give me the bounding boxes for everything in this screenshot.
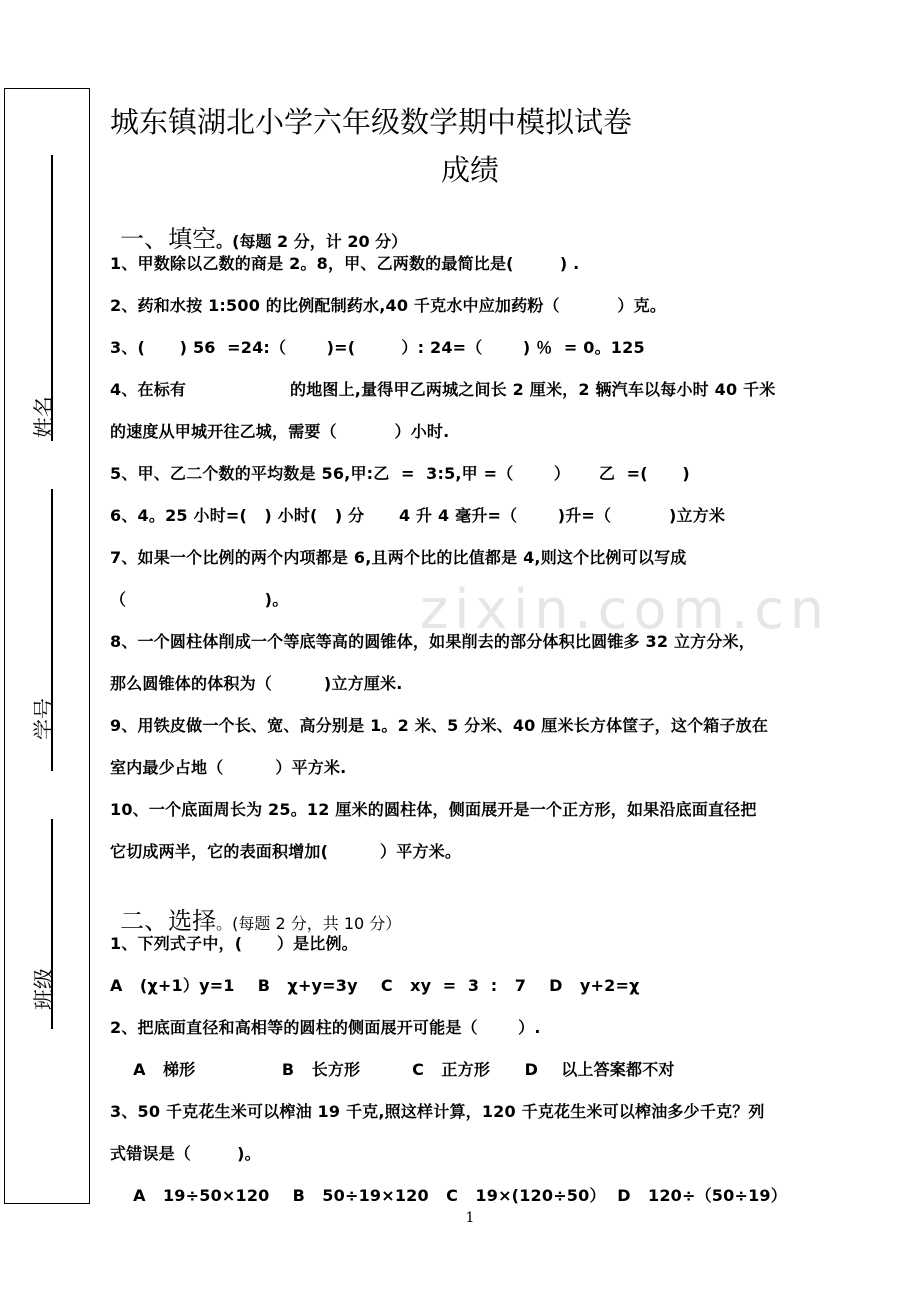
section-2-note: 。(每题 2 分，共 10 分） <box>216 914 402 933</box>
watermark: zixin.com.cn <box>420 578 831 641</box>
question-line: 7、如果一个比例的两个内项都是 6,且两个比的比值都是 4,则这个比例可以写成 <box>110 548 687 567</box>
question-line: 1、下列式子中，( ）是比例。 <box>110 934 358 953</box>
section-1-heading <box>110 200 407 254</box>
binding-margin-box <box>4 88 90 1204</box>
question-line: 9、用铁皮做一个长、宽、高分别是 1。2 米、5 分米、40 厘米长方体筐子，这个箱子放在 <box>110 716 769 735</box>
question-line: 3、50 千克花生米可以榨油 19 千克,照这样计算，120 千克花生米可以榨油多少千克？列 <box>110 1102 765 1121</box>
class-label: 班级 <box>32 968 56 1010</box>
question-line: 式错误是（ )。 <box>110 1144 261 1163</box>
question-line: 5、甲、乙二个数的平均数是 56,甲:乙 = 3:5,甲 =（ ） 乙 =( ) <box>110 464 690 483</box>
question-line: 室内最少占地（ ）平方米. <box>110 758 347 777</box>
question-line: 1、甲数除以乙数的商是 2。8，甲、乙两数的最简比是( ) . <box>110 254 580 273</box>
question-line: 2、把底面直径和高相等的圆柱的侧面展开可能是（ ）. <box>110 1018 541 1037</box>
page-title: 城东镇湖北小学六年级数学期中模拟试卷 <box>110 105 633 139</box>
question-line: 8、一个圆柱体削成一个等底等高的圆锥体，如果削去的部分体积比圆锥多 32 立方分米， <box>110 632 755 651</box>
question-line: 2、药和水按 1:500 的比例配制药水,40 千克水中应加药粉（ ）克。 <box>110 296 667 315</box>
id-label: 学号 <box>32 698 56 740</box>
name-label: 姓名 <box>32 396 56 438</box>
question-line: （ )。 <box>110 590 289 609</box>
question-line: 3、( ) 56 =24:（ )=( ）: 24=（ ) ％ = 0。125 <box>110 338 645 357</box>
section-1-note: 。(每题 2 分，计 20 分） <box>216 232 408 251</box>
page-number: 1 <box>465 1210 475 1226</box>
score-label: 成绩 <box>440 153 499 187</box>
question-line: A (χ+1）y=1 B χ+y=3y C xy = 3 : 7 D y+2=χ <box>110 976 640 995</box>
section-2-title: 二、选择 <box>120 907 217 935</box>
question-line: 那么圆锥体的体积为（ )立方厘米. <box>110 674 403 693</box>
section-1-title: 一、填空 <box>120 225 217 253</box>
question-line: A 梯形 B 长方形 C 正方形 D 以上答案都不对 <box>110 1060 675 1079</box>
question-line: 6、4。25 小时=( ) 小时( ) 分 4 升 4 毫升=（ )升=（ )立方米 <box>110 506 726 525</box>
question-line: 4、在标有 的地图上,量得甲乙两城之间长 2 厘米，2 辆汽车以每小时 40 千米 <box>110 380 776 399</box>
question-line: 10、一个底面周长为 25。12 厘米的圆柱体，侧面展开是一个正方形，如果沿底面直径把 <box>110 800 757 819</box>
question-line: 的速度从甲城开往乙城，需要（ ）小时. <box>110 422 450 441</box>
question-line: 它切成两半，它的表面积增加( ）平方米。 <box>110 842 462 861</box>
question-line: A 19÷50×120 B 50÷19×120 C 19×(120÷50） D 120÷（50÷19） <box>110 1186 787 1205</box>
section-2-heading <box>110 882 401 936</box>
